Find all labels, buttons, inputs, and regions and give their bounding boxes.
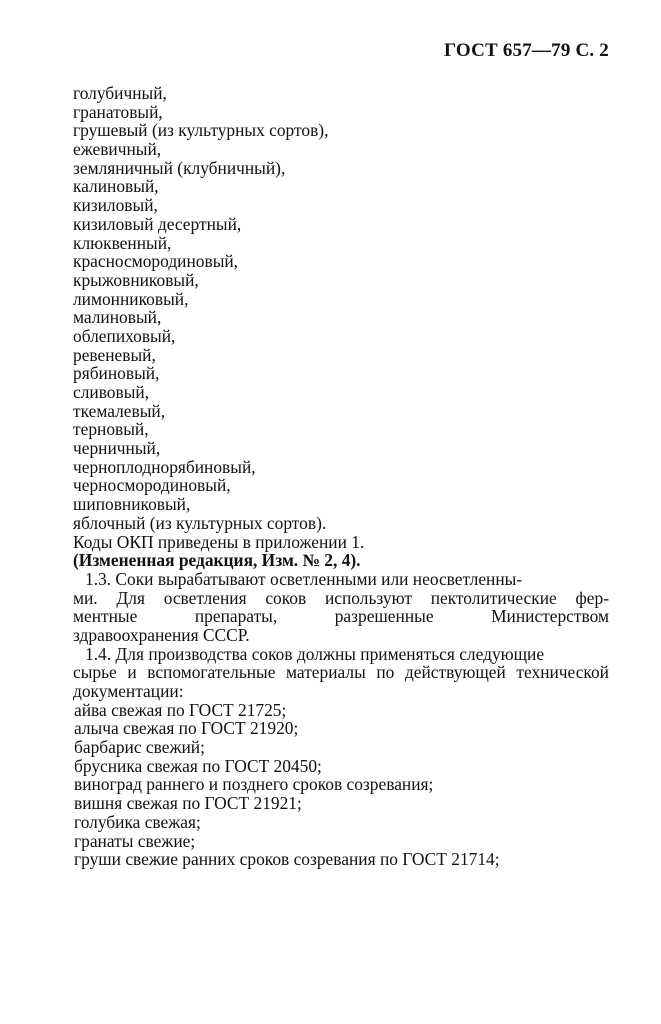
clause-word: ментные xyxy=(73,606,138,627)
material-item: голубика свежая; xyxy=(74,811,201,832)
juice-item: рябиновый, xyxy=(73,363,160,384)
materials-list xyxy=(0,701,661,869)
clause-word: препараты, xyxy=(194,606,278,627)
juice-item: черноплоднорябиновый, xyxy=(73,456,256,477)
clause-text-line: сырье и вспомогательные материалы по действующей технической xyxy=(73,662,609,683)
juice-item: клюквенный, xyxy=(73,232,172,253)
material-item: барбарис свежий; xyxy=(74,737,205,758)
juice-item: ткемалевый, xyxy=(73,400,166,421)
okp-note: Коды ОКП приведены в приложении 1. xyxy=(73,531,365,552)
juice-item: сливовый, xyxy=(73,382,150,402)
juice-item: шиповниковый, xyxy=(73,494,191,515)
material-item: брусника свежая по ГОСТ 20450; xyxy=(74,755,322,776)
juice-item: ревеневый, xyxy=(73,344,156,365)
clause-word: разрешенные xyxy=(334,606,434,627)
juice-item: малиновый, xyxy=(73,307,162,328)
clause-word: Министерством xyxy=(491,606,609,627)
clause-text-line: здравоохранения СССР. xyxy=(73,624,250,645)
material-item: виноград раннего и позднего сроков созревания; xyxy=(74,774,434,795)
juice-item: черничный, xyxy=(73,438,161,459)
material-item: айва свежая по ГОСТ 21725; xyxy=(74,699,287,720)
page-header: ГОСТ 657—79 С. 2 xyxy=(444,40,609,61)
clause-1-4 xyxy=(0,645,661,701)
juice-item: терновый, xyxy=(73,419,149,440)
juice-item: гранатовый, xyxy=(73,101,163,122)
juice-item: красносмородиновый, xyxy=(73,251,239,272)
juice-item: яблочный (из культурных сортов). xyxy=(73,512,327,533)
clause-text-line: ми. Для осветления соков используют пектолитические фер- xyxy=(73,587,609,608)
clause-text-line: 1.3. Соки вырабатывают осветленными или неосветленны- xyxy=(85,568,523,589)
material-item: алыча свежая по ГОСТ 21920; xyxy=(74,718,299,739)
juice-item: лимонниковый, xyxy=(73,288,189,309)
material-item: груши свежие ранних сроков созревания по ГОСТ 21714; xyxy=(74,849,500,870)
revision-note: (Измененная редакция, Изм. № 2, 4). xyxy=(73,550,361,571)
juice-item: черносмородиновый, xyxy=(73,475,231,496)
material-item: гранаты свежие; xyxy=(74,830,196,851)
clause-1-3 xyxy=(0,570,661,645)
clause-text-line xyxy=(0,607,609,626)
juice-item: голубичный, xyxy=(73,83,167,103)
juice-item: калиновый, xyxy=(73,176,159,197)
juice-item: крыжовниковый, xyxy=(73,269,199,290)
juice-item: ежевичный, xyxy=(73,139,162,160)
juice-item: кизиловый десертный, xyxy=(73,213,242,234)
juice-list xyxy=(0,84,661,533)
document-body xyxy=(0,84,661,869)
clause-text-line: 1.4. Для производства соков должны применяться следующие xyxy=(85,643,545,664)
juice-item: облепиховый, xyxy=(73,325,176,346)
material-item: вишня свежая по ГОСТ 21921; xyxy=(74,793,302,814)
juice-item: земляничный (клубничный), xyxy=(73,157,286,178)
juice-item: грушевый (из культурных сортов), xyxy=(73,120,329,141)
clause-text-line: документации: xyxy=(73,681,184,701)
juice-item: кизиловый, xyxy=(73,195,158,216)
